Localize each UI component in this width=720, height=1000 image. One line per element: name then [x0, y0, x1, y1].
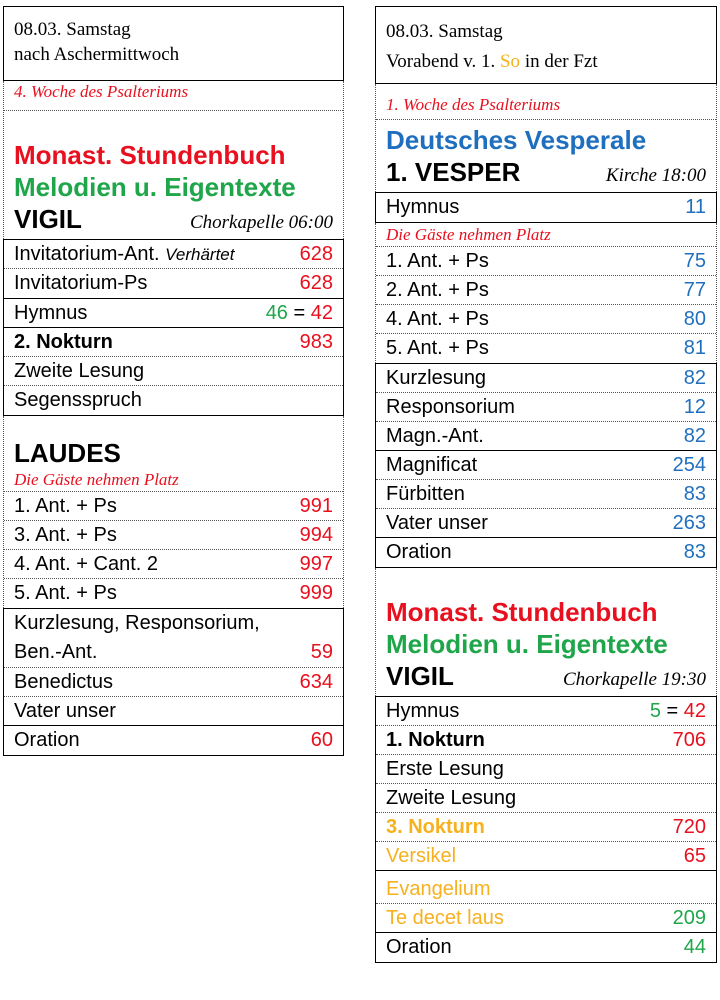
right-versikel-row: [376, 842, 716, 871]
right-responsorium-row: [376, 393, 716, 422]
right-te-decet-row: [376, 904, 716, 933]
left-vigil-heading-row: [4, 203, 343, 239]
row-label: Zweite Lesung: [386, 786, 517, 809]
right-zweite-lesung-row: [376, 784, 716, 813]
right-psalterium-week: 1. Woche des Psalteriums: [376, 84, 716, 120]
row-page: 997: [299, 552, 333, 575]
left-date-header: [3, 6, 344, 81]
row-page: 634: [299, 670, 333, 693]
row-page: 82: [683, 424, 706, 447]
row-label: Kurzlesung: [386, 366, 487, 389]
hymnus-eq: =: [293, 301, 306, 324]
left-vigil-location: Chorkapelle 06:00: [189, 212, 333, 233]
left-body: [3, 81, 344, 239]
left-laudes-row-2: [4, 550, 343, 579]
left-vigil-table-a: [3, 239, 344, 299]
hymnus-page-a: 5: [649, 699, 661, 722]
row-page: 83: [683, 482, 706, 505]
row-page: 991: [299, 494, 333, 517]
right-vigil-area: [375, 568, 717, 696]
right-magn-ant-row: [376, 422, 716, 451]
row-page: 628: [299, 242, 333, 265]
kurzlesung-page: 59: [310, 641, 333, 663]
right-hymnus-row: [376, 193, 716, 222]
right-vesper-table: [375, 363, 717, 568]
right-book-title: Monast. Stundenbuch: [386, 597, 658, 627]
row-page: 77: [683, 278, 706, 301]
row-page: 706: [672, 728, 706, 751]
left-laudes-row-3: [4, 579, 343, 608]
right-vigil-heading-row: [376, 660, 716, 696]
right-nokturn3-row: [376, 813, 716, 842]
row-label: Versikel: [386, 844, 457, 867]
right-vesper-hymnus-block: [375, 192, 717, 223]
row-label: 5. Ant. + Ps: [14, 582, 117, 604]
right-antiphon-row-3: [376, 334, 716, 363]
row-label: Hymnus: [14, 301, 88, 324]
left-schedule-column: [3, 6, 344, 756]
row-page: 209: [672, 906, 706, 929]
left-laudes-note: Die Gäste nehmen Platz: [4, 468, 343, 492]
row-label: Oration: [386, 936, 452, 958]
row-page: 628: [299, 272, 333, 294]
row-label: Oration: [14, 729, 80, 751]
left-psalterium-week: 4. Woche des Psalteriums: [4, 81, 343, 111]
right-magnificat-row: [376, 451, 716, 480]
right-vigil-table: [375, 696, 717, 963]
right-erste-lesung-row: [376, 755, 716, 784]
row-page: 720: [672, 815, 706, 838]
row-page: 11: [685, 196, 706, 218]
left-hymnus-row: [4, 299, 343, 328]
row-page: 44: [683, 936, 706, 958]
invitatorium-ant-label: Invitatorium-Ant.: [14, 242, 160, 265]
right-vigil-hymnus-row: [376, 697, 716, 726]
invitatorium-ant-note: Verhärtet: [165, 244, 235, 264]
left-spacer: [4, 111, 343, 139]
row-page: 65: [683, 844, 706, 867]
row-label: 3. Ant. + Ps: [14, 523, 117, 546]
left-laudes-table: [3, 608, 344, 756]
left-vigil-table-b: [3, 299, 344, 416]
row-label: Erste Lesung: [386, 757, 504, 780]
row-label: 1. Nokturn: [386, 728, 485, 751]
right-date-header: [375, 6, 717, 84]
right-vesper-location: Kirche 18:00: [605, 165, 706, 186]
hymnus-page-a: 46: [265, 301, 288, 324]
right-vesper-oration-row: [376, 538, 716, 567]
left-date-subtitle: nach Aschermittwoch: [14, 44, 180, 65]
right-antiphon-row-0: [376, 247, 716, 276]
row-label: Responsorium: [386, 395, 515, 418]
row-label: Hymnus: [386, 196, 460, 218]
left-laudes-area: [3, 416, 344, 608]
left-date: 08.03. Samstag: [14, 19, 131, 40]
right-antiphon-area: [375, 223, 717, 363]
subtitle-so: So: [499, 51, 521, 72]
hymnus-page-b: 42: [683, 699, 706, 722]
row-label: Hymnus: [386, 699, 460, 722]
right-vater-unser-row: [376, 509, 716, 538]
right-vigil-heading: VIGIL: [386, 661, 454, 691]
kurzlesung-line2-wrap: [14, 638, 333, 667]
left-invitatorium-ant-row: [4, 240, 343, 269]
left-laudes-row-0: [4, 492, 343, 521]
left-benedictus-row: [4, 668, 343, 697]
right-vesper-note: Die Gäste nehmen Platz: [376, 223, 716, 247]
right-date-subtitle: [386, 47, 706, 77]
subtitle-post: in der Fzt: [524, 51, 598, 72]
row-label: 5. Ant. + Ps: [386, 337, 489, 359]
left-laudes-spacer: [4, 416, 343, 438]
kurzlesung-line1: Kurzlesung, Responsorium,: [14, 612, 260, 634]
row-page: 75: [683, 249, 706, 272]
left-nokturn2-row: [4, 328, 343, 357]
right-vigil-location: Chorkapelle 19:30: [562, 669, 706, 690]
row-label: Zweite Lesung: [14, 359, 145, 382]
row-page: 254: [672, 453, 706, 476]
right-vesper-heading-row: [376, 156, 716, 192]
row-label: 4. Ant. + Ps: [386, 307, 489, 330]
row-page: 60: [310, 729, 333, 751]
row-label: 2. Nokturn: [14, 330, 113, 353]
row-page: 12: [683, 395, 706, 418]
left-invitatorium-ps-row: [4, 269, 343, 298]
row-label: Fürbitten: [386, 482, 465, 505]
left-book-subtitle: Melodien u. Eigentexte: [14, 172, 296, 202]
right-antiphon-row-2: [376, 305, 716, 334]
row-page: 82: [683, 366, 706, 389]
row-label: Invitatorium-Ps: [14, 272, 148, 294]
row-page: 81: [683, 337, 706, 359]
row-label: [14, 243, 234, 266]
right-evangelium-row: [376, 871, 716, 904]
subtitle-pre: Vorabend v. 1.: [386, 51, 496, 72]
left-vater-unser-row: [4, 697, 343, 726]
kurzlesung-line2: Ben.-Ant.: [14, 641, 98, 663]
right-vesperale-title: Deutsches Vesperale: [386, 125, 647, 155]
hymnus-eq: =: [666, 699, 679, 722]
row-page: 994: [299, 523, 333, 546]
row-label: Vater unser: [14, 699, 116, 722]
hymnus-page-b: 42: [310, 301, 333, 324]
row-label: Magn.-Ant.: [386, 424, 484, 447]
right-kurzlesung-row: [376, 364, 716, 393]
right-vesper-heading: 1. VESPER: [386, 157, 521, 187]
right-vigil-spacer: [376, 568, 716, 596]
row-label: Evangelium: [386, 877, 491, 900]
left-vigil-heading: VIGIL: [14, 204, 82, 234]
row-page: [266, 302, 333, 325]
right-vigil-oration-row: [376, 933, 716, 962]
row-page: 999: [299, 582, 333, 604]
row-label: 3. Nokturn: [386, 815, 485, 838]
right-book-subtitle: Melodien u. Eigentexte: [386, 629, 668, 659]
row-label: Vater unser: [386, 511, 488, 534]
row-page: 80: [683, 307, 706, 330]
row-label: Segensspruch: [14, 389, 142, 411]
right-schedule-column: [375, 6, 717, 963]
right-nokturn1-row: [376, 726, 716, 755]
left-book-title: Monast. Stundenbuch: [14, 140, 286, 170]
row-page: 83: [683, 541, 706, 563]
row-label: 2. Ant. + Ps: [386, 278, 489, 301]
row-page: [650, 700, 706, 723]
right-body: [375, 84, 717, 192]
row-label: 4. Ant. + Cant. 2: [14, 552, 158, 575]
row-label: Magnificat: [386, 453, 478, 476]
left-kurzlesung-row: [4, 609, 343, 668]
left-laudes-heading: LAUDES: [14, 438, 121, 468]
left-segensspruch-row: [4, 386, 343, 415]
right-fuerbitten-row: [376, 480, 716, 509]
row-label: 1. Ant. + Ps: [14, 494, 117, 517]
right-date: 08.03. Samstag: [386, 21, 503, 42]
row-page: 263: [672, 511, 706, 534]
row-label: Oration: [386, 541, 452, 563]
left-zweite-lesung-row: [4, 357, 343, 386]
row-label: Benedictus: [14, 670, 113, 693]
left-oration-row: [4, 726, 343, 755]
left-laudes-row-1: [4, 521, 343, 550]
right-antiphon-row-1: [376, 276, 716, 305]
row-label: Te decet laus: [386, 906, 504, 929]
row-label: 1. Ant. + Ps: [386, 249, 489, 272]
row-page: 983: [299, 330, 333, 353]
